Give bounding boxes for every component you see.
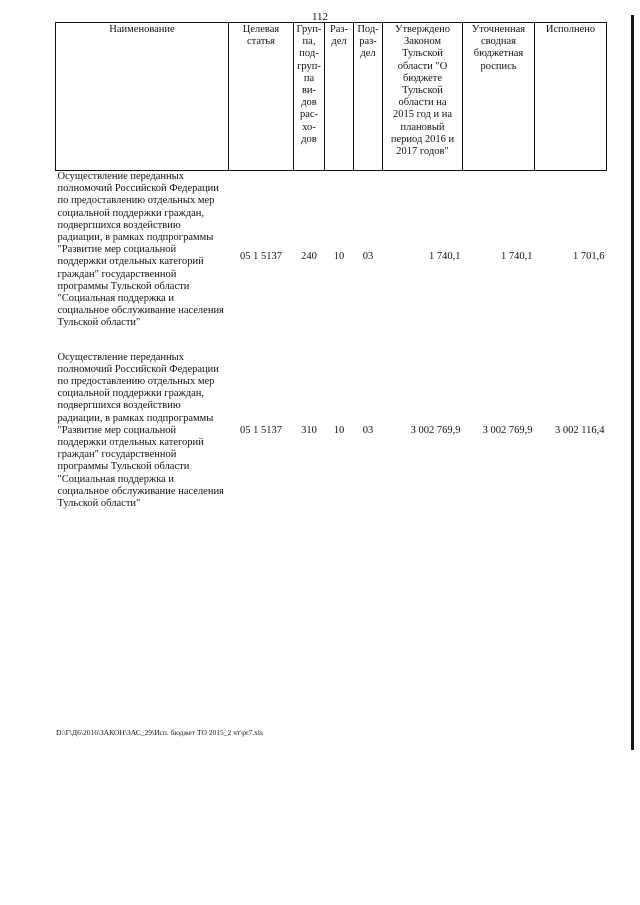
header-approved-by-law: Утверждено Законом Тульской области "О бюджете Тульской области на 2015 год и на плановый период 2016 и 2017 годов" (383, 23, 463, 171)
table-header-row (56, 23, 607, 171)
header-name: Наименование (56, 23, 229, 171)
row-refined-amount: 3 002 769,9 (482, 424, 533, 436)
row-expense-group: 240 (301, 251, 317, 263)
row-name: Осуществление переданных полномочий Российской Федерации по предоставлению отдельных мер социальной поддержки граждан, подвергшихся воздействию радиации, в рамках подпрограммы "Развитие мер социальной поддержки отдельных категорий граждан" государственной программы Тульской области "Социальная поддержка и социальное обслуживание населения Тульской области" (57, 171, 224, 329)
row-refined-amount: 1 740,1 (501, 251, 533, 263)
header-executed: Исполнено (535, 23, 607, 171)
header-refined-budget: Уточненная сводная бюджетная роспись (463, 23, 535, 171)
row-executed-amount: 3 002 116,4 (555, 424, 605, 436)
header-subsection: Под- раз- дел (354, 23, 383, 171)
row-section: 10 (333, 251, 345, 263)
row-subsection: 03 (362, 424, 374, 436)
table-row (56, 330, 607, 511)
row-target-article: 05 1 5137 (240, 251, 282, 263)
row-executed-amount: 1 701,6 (573, 251, 605, 263)
header-expense-group: Груп- па, под- груп- па ви- дов рас- хо- дов (294, 23, 325, 171)
header-target-article: Целевая статья (229, 23, 294, 171)
row-expense-group: 310 (301, 424, 317, 436)
table-row (56, 171, 607, 330)
row-subsection: 03 (362, 251, 374, 263)
row-approved-amount: 1 740,1 (429, 251, 461, 263)
scan-edge-line (631, 15, 634, 750)
row-approved-amount: 3 002 769,9 (410, 424, 461, 436)
header-section: Раз- дел (325, 23, 354, 171)
row-section: 10 (333, 424, 345, 436)
page-number: 112 (311, 11, 329, 23)
row-target-article: 05 1 5137 (240, 424, 282, 436)
budget-table (55, 22, 607, 510)
row-name: Осуществление переданных полномочий Российской Федерации по предоставлению отдельных мер социальной поддержки граждан, подвергшихся воздействию радиации, в рамках подпрограммы "Развитие мер социальной поддержки отдельных категорий граждан" государственной программы Тульской области "Социальная поддержка и социальное обслуживание населения Тульской области" (57, 351, 224, 510)
file-path-footer: D:\Г\Д6\2016\ЗАКОН\ЗАС_29\Исп. бюджет ТО 2015_2 чт\pr7.xls (56, 728, 263, 737)
